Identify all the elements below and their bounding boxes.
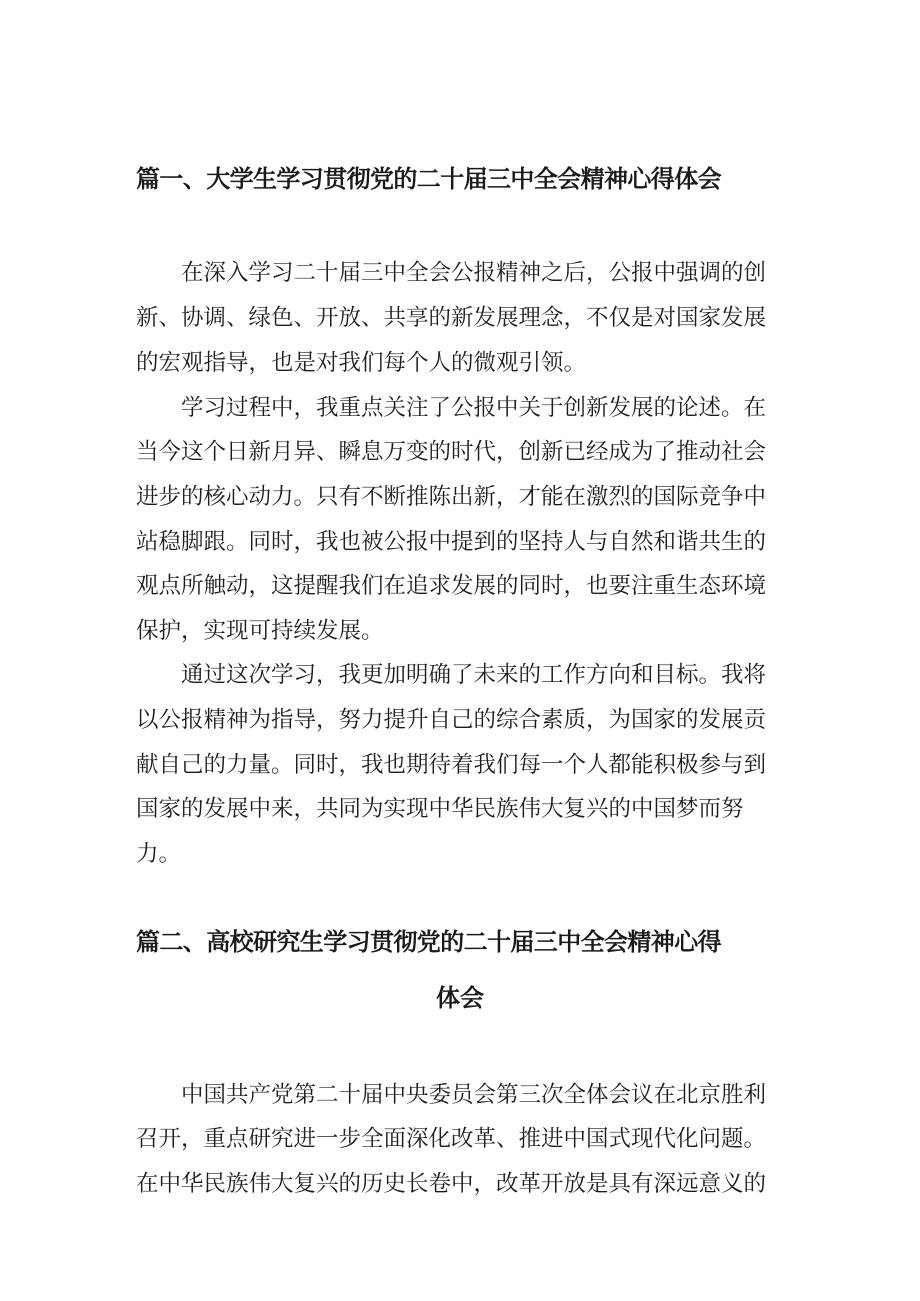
section1-line: 学习过程中，我重点关注了公报中关于创新发展的论述。在: [181, 395, 767, 421]
section2-title: 篇二、高校研究生学习贯彻党的二十届三中全会精神心得: [136, 928, 721, 956]
section1-line: 观点所触动，这提醒我们在追求发展的同时，也要注重生态环境: [136, 573, 767, 599]
section1-line: 保护，实现可持续发展。: [136, 618, 384, 644]
section2-line: 在中华民族伟大复兴的历史长卷中，改革开放是具有深远意义的: [136, 1171, 767, 1197]
section1-line: 以公报精神为指导，努力提升自己的综合素质，为国家的发展贡: [136, 707, 767, 733]
section1-line: 进步的核心动力。只有不断推陈出新，才能在激烈的国际竞争中: [136, 484, 767, 510]
section1-line: 站稳脚跟。同时，我也被公报中提到的坚持人与自然和谐共生的: [136, 529, 767, 555]
section1-line: 新、协调、绿色、开放、共享的新发展理念，不仅是对国家发展: [136, 305, 767, 331]
section2-line: 中国共产党第二十届中央委员会第三次全体会议在北京胜利: [181, 1082, 767, 1108]
section1-title: 篇一、大学生学习贯彻党的二十届三中全会精神心得体会: [136, 165, 721, 193]
section1-line: 力。: [136, 841, 182, 867]
section1-line: 当今这个日新月异、瞬息万变的时代，创新已经成为了推动社会: [136, 439, 767, 465]
section2-line: 召开，重点研究进一步全面深化改革、推进中国式现代化问题。: [136, 1126, 767, 1152]
section1-line: 国家的发展中来，共同为实现中华民族伟大复兴的中国梦而努: [136, 796, 744, 822]
section1-line: 在深入学习二十届三中全会公报精神之后，公报中强调的创: [181, 260, 767, 286]
section1-line: 的宏观指导，也是对我们每个人的微观引领。: [136, 350, 587, 376]
section1-line: 献自己的力量。同时，我也期待着我们每一个人都能积极参与到: [136, 752, 767, 778]
section2-title-continued: 体会: [436, 984, 484, 1012]
section1-line: 通过这次学习，我更加明确了未来的工作方向和目标。我将: [181, 662, 767, 688]
